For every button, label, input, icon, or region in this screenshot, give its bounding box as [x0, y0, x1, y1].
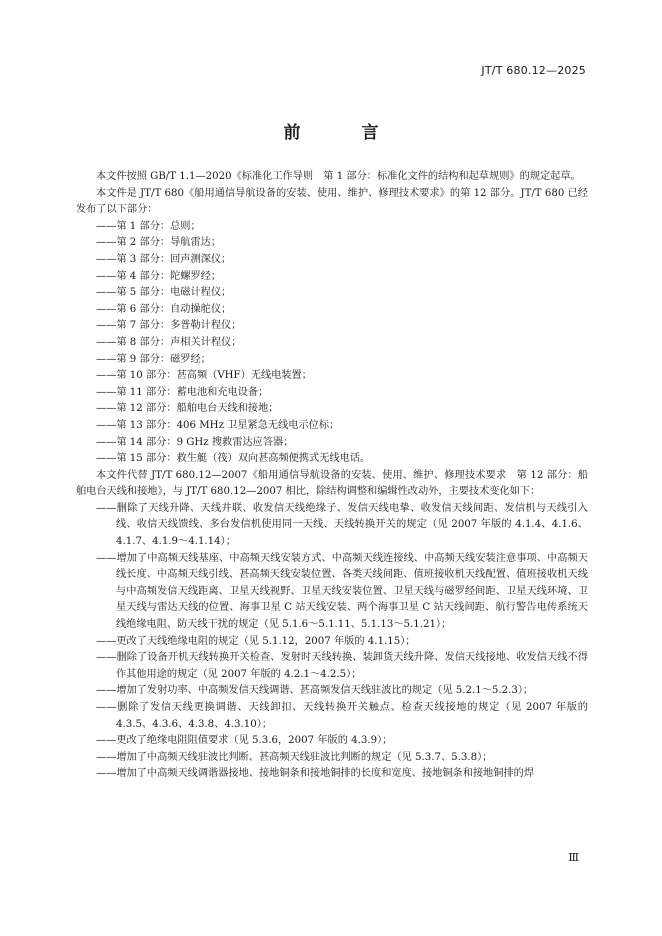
list-item: ——第 11 部分：蓄电池和充电设备；: [96, 386, 269, 398]
parts-list: [76, 219, 588, 468]
list-item: ——第 14 部分：9 GHz 搜救雷达应答器；: [96, 436, 294, 448]
list-item: ——第 15 部分：救生艇（筏）双向甚高频便携式无线电话。: [96, 453, 371, 465]
changes-list: [76, 501, 588, 783]
intro-paragraph: 本文件按照 GB/T 1.1—2020《标准化工作导则 第 1 部分：标准化文件的结构和起草规则》的规定起草。: [96, 171, 581, 182]
list-item: ——第 9 部分：磁罗经；: [96, 353, 211, 365]
list-item: ——第 12 部分：船舶电台天线和接地；: [96, 403, 279, 415]
list-item: ——第 4 部分：陀螺罗经；: [96, 270, 222, 282]
change-item: ——更改了绝缘电阻阻值要求（见 5.3.6，2007 年版的 4.3.9）；: [96, 735, 393, 747]
list-item: ——第 6 部分：自动操舵仪；: [96, 303, 232, 315]
intro-paragraph: 本文件是 JT/T 680《船用通信导航设备的安装、使用、维护、修理技术要求》的第 12 部分。JT/T 680 已经发布了以下部分：: [76, 187, 588, 216]
standard-number: JT/T 680.12—2025: [481, 64, 586, 77]
list-item: ——第 2 部分：导航雷达；: [96, 237, 222, 249]
foreword-body: [76, 169, 588, 783]
list-item: ——第 7 部分：多普勒计程仪；: [96, 320, 242, 332]
list-item: ——第 8 部分：声相关计程仪；: [96, 336, 242, 348]
list-item: ——第 10 部分：甚高频（VHF）无线电装置；: [96, 370, 312, 382]
list-item: ——第 1 部分：总则；: [96, 220, 201, 232]
change-item: ——增加了发射功率、中高频发信天线调谐、甚高频发信天线驻波比的规定（见 5.2.1～5.2.3）；: [96, 685, 534, 697]
change-item: ——删除了设备开机天线转换开关检查、发射时天线转换、装卸货天线升降、发信天线接地、收发信天线不得作其他用途的规定（见 2007 年版的 4.2.1～4.2.5）；: [96, 652, 588, 680]
list-item: ——第 13 部分：406 MHz 卫星紧急无线电示位标；: [96, 419, 340, 431]
change-item: ——更改了天线绝缘电阻的规定（见 5.1.12，2007 年版的 4.1.15）；: [96, 635, 416, 647]
replace-paragraph: 本文件代替 JT/T 680.12—2007《船用通信导航设备的安装、使用、维护、修理技术要求 第 12 部分：船舶电台天线和接地》，与 JT/T 680.12—2007 相比，除结构调整和编辑性改动外，主要技术变化如下：: [76, 469, 588, 498]
page-title: 前 言: [283, 123, 401, 143]
change-item: ——增加了中高频天线基座、中高频天线安装方式、中高频天线连接线、中高频天线安装注意事项、中高频天线长度、中高频天线引线、甚高频天线安装位置、各类天线间距、值班接收机天线配置、值班接收机天线与中高频发信天线距离、卫星天线视野、卫星天线安装位置、卫星天线与磁罗经间距、卫星天线环境、卫星天线与雷达天线的位置、海事卫星 C 站天线安装、两个海事卫星 C 站天线间距、航行警告电传系统天线绝缘电阻、防天线干扰的规定（见 5.1.6～5.1.11、5.1.13～5.1.21）；: [96, 552, 588, 631]
list-item: ——第 5 部分：电磁计程仪；: [96, 287, 232, 299]
change-item: ——删除了发信天线更换调谐、天线卸扣、天线转换开关触点、检查天线接地的规定（见 2007 年版的 4.3.5、4.3.6、4.3.8、4.3.10）；: [96, 702, 588, 730]
change-item: ——增加了中高频天线驻波比判断、甚高频天线驻波比判断的规定（见 5.3.7、5.3.8）；: [96, 751, 493, 763]
change-item: ——增加了中高频天线调谐器接地、接地铜条和接地铜排的长度和宽度、接地铜条和接地铜排的焊: [96, 768, 535, 780]
change-item: ——删除了天线升降、天线并联、收发信天线绝缘子、发信天线电挚、收发信天线间距、发信机与天线引入线、收信天线馈线、多台发信机使用同一天线、天线转换开关的规定（见 2007 年版的 4.1.4、4.1.6、4.1.7、4.1.9～4.1.14）；: [96, 502, 588, 548]
list-item: ——第 3 部分：回声测深仪；: [96, 253, 232, 265]
page-number: Ⅲ: [568, 851, 579, 864]
